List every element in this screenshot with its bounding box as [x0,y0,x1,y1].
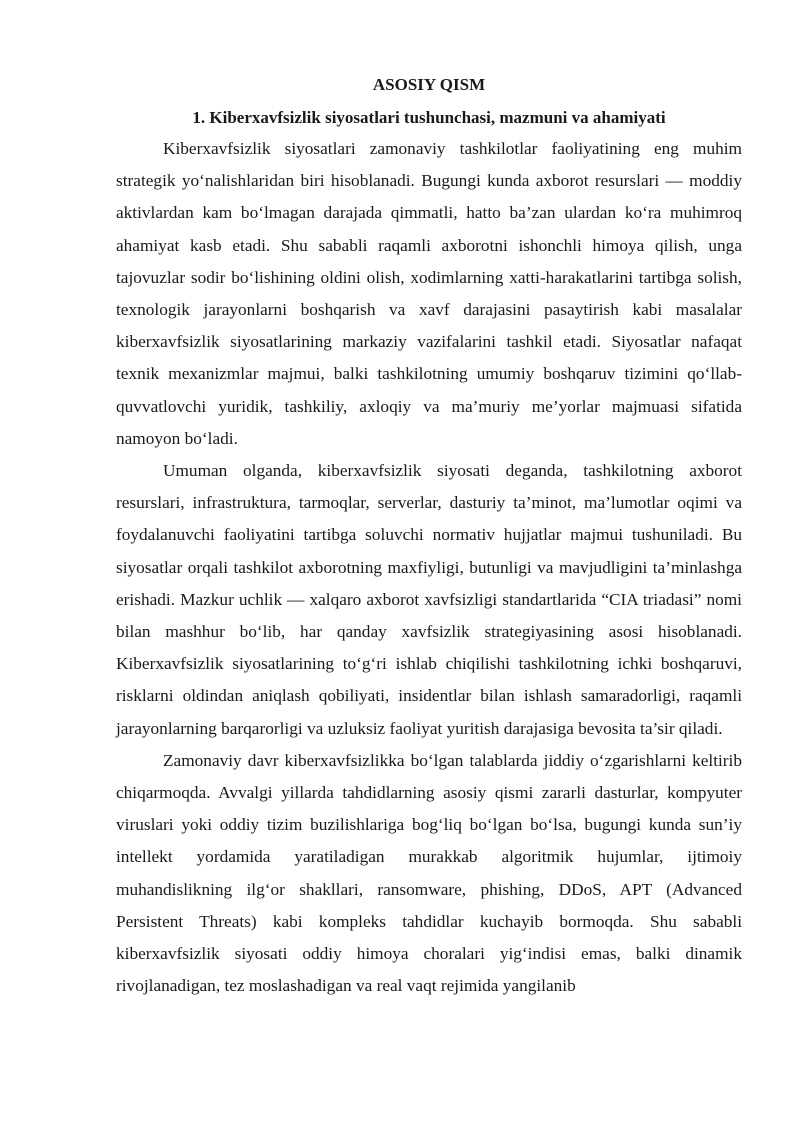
paragraph-2: Umuman olganda, kiberxavfsizlik siyosati deganda, tashkilotning axborot resurslari, infrastruktura, tarmoqlar, serverlar, dasturiy ta’minot, ma’lumotlar oqimi va foydalanuvchi faoliyatini tartibga soluvchi normativ hujjatlar majmui tushuniladi. Bu siyosatlar orqali tashkilot axborotning maxfiyligi, butunligi va mavjudligini ta’minlashga erishadi. Mazkur uchlik — xalqaro axborot xavfsizligi standartlarida “CIA triadasi” nomi bilan mashhur bo‘lib, har qanday xavfsizlik strategiyasining asosi hisoblanadi. Kiberxavfsizlik siyosatlarining to‘g‘ri ishlab chiqilishi tashkilotning ichki boshqaruvi, risklarni oldindan aniqlash qobiliyati, insidentlar bilan ishlash samaradorligi, raqamli jarayonlarning barqarorligi va uzluksiz faoliyat yuritish darajasiga bevosita ta’sir qiladi. [116,461,742,738]
paragraph-3: Zamonaviy davr kiberxavfsizlikka bo‘lgan talablarda jiddiy o‘zgarishlarni keltirib chiqarmoqda. Avvalgi yillarda tahdidlarning asosiy qismi zararli dasturlar, kompyuter viruslari yoki oddiy tizim buzilishlariga bog‘liq bo‘lgan bo‘lsa, bugungi kunda sun’iy intellekt yordamida yaratiladigan murakkab algoritmik hujumlar, ijtimoiy muhandislikning ilg‘or shakllari, ransomware, phishing, DDoS, APT (Advanced Persistent Threats) kabi kompleks tahdidlar kuchayib bormoqda. Shu sababli kiberxavfsizlik siyosati oddiy himoya choralari yig‘indisi emas, balki dinamik rivojlanadigan, tez moslashadigan va real vaqt rejimida yangilanib [116,750,742,996]
paragraph-1: Kiberxavfsizlik siyosatlari zamonaviy tashkilotlar faoliyatining eng muhim strategik yo‘nalishlaridan biri hisoblanadi. Bugungi kunda axborot resurslari — moddiy aktivlardan kam bo‘lmagan darajada qimmatli, hatto ba’zan ulardan ko‘ra muhimroq ahamiyat kasb etadi. Shu sababli raqamli axborotni ishonchli himoya qilish, unga tajovuzlar sodir bo‘lishining oldini olish, xodimlarning xatti-harakatlarini tartibga solish, texnologik jarayonlarni boshqarish va xavf darajasini pasaytirish kabi masalalar kiberxavfsizlik siyosatlarining markaziy vazifalarini tashkil etadi. Siyosatlar nafaqat texnik mexanizmlar majmui, balki tashkilotning umumiy boshqaruv tizimini qo‘llab-quvvatlovchi yuridik, tashkiliy, axloqiy va ma’muriy me’yorlar majmuasi sifatida namoyon bo‘ladi. [116,139,742,448]
section-heading: 1. Kiberxavfsizlik siyosatlari tushunchasi, mazmuni va ahamiyati [192,108,666,127]
document-page [116,70,742,1002]
page-title: ASOSIY QISM [372,75,486,94]
